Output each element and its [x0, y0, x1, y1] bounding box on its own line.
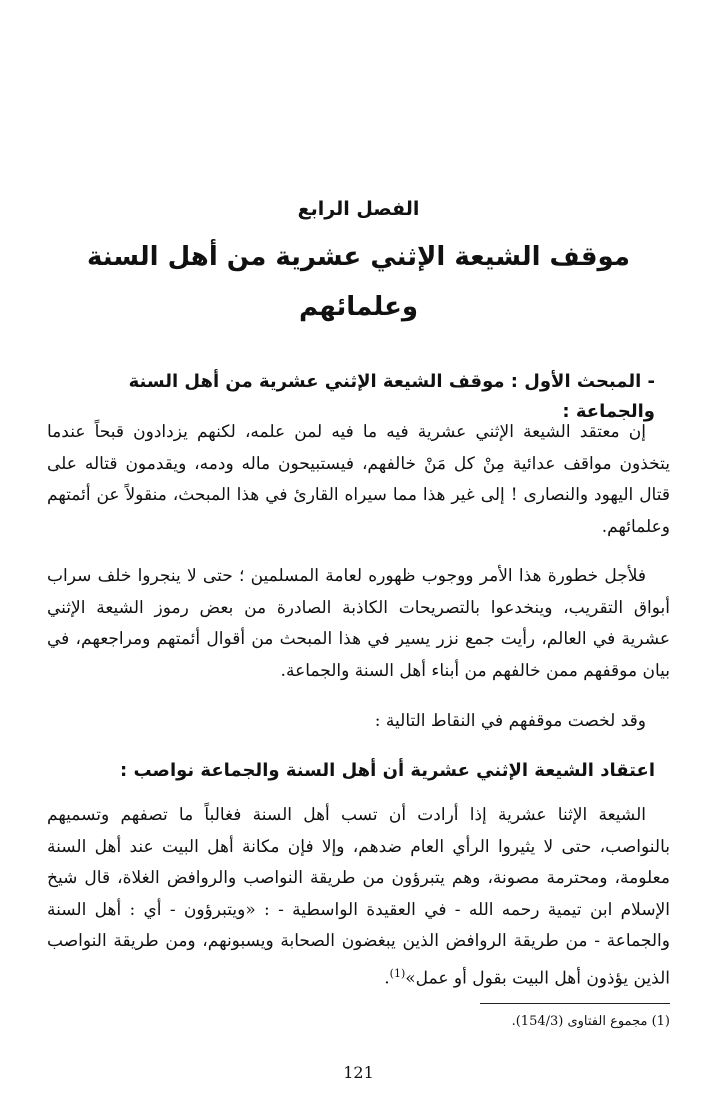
footnote-divider: [480, 1003, 670, 1004]
section-heading-second: اعتقاد الشيعة الإثني عشرية أن أهل السنة والجماعة نواصب :: [120, 760, 655, 781]
chapter-title: موقف الشيعة الإثني عشرية من أهل السنة وعلمائهم: [87, 242, 630, 322]
footnote-reference[interactable]: (1): [389, 966, 406, 980]
paragraph-text: وقد لخصت موقفهم في النقاط التالية :: [374, 711, 646, 731]
chapter-label: الفصل الرابع: [297, 198, 420, 220]
paragraph-text: فلأجل خطورة هذا الأمر ووجوب ظهوره لعامة المسلمين ؛ حتى لا ينجروا خلف سراب أبواق التقريب، وينخدعوا بالتصريحات الكاذبة الصادرة من بعض رموز الشيعة الإثني عشرية في العالم، رأيت جمع نزر يسير في هذا المبحث من أقوال أئمتهم ومراجعهم، في بيان موقفهم ممن خالفهم من أبناء أهل السنة والجماعة.: [47, 566, 670, 681]
page-number: 121: [343, 1063, 374, 1082]
paragraph-nawasib: [47, 800, 670, 995]
paragraph-text: الشيعة الإثنا عشرية إذا أرادت أن تسب أهل السنة فغالباً ما تصفهم وتسميهم بالنواصب، حتى لا يثيروا الرأي العام ضدهم، وإلا فإن مكانة أهل البيت عند أهل السنة معلومة، ومحترمة مصونة، وهم يتبرؤون من طريقة النواصب والروافض الغلاة، قال شيخ الإسلام ابن تيمية رحمه الله - في العقيدة الواسطية - : «ويتبرؤون - أي : أهل السنة والجماعة - من طريقة الروافض الذين يبغضون الصحابة ويسبونهم، ومن طريقة النواصب الذين يؤذون أهل البيت بقول أو عمل»: [47, 805, 670, 989]
paragraph-purpose: [47, 561, 670, 687]
paragraph-end: .: [384, 968, 390, 989]
section-heading-first: - المبحث الأول : موقف الشيعة الإثني عشرية من أهل السنة والجماعة :: [128, 371, 655, 422]
paragraph-intro: [47, 417, 670, 543]
footnote: (1) مجموع الفتاوى (154/3).: [511, 1014, 670, 1029]
paragraph-text: إن معتقد الشيعة الإثني عشرية فيه ما فيه لمن علمه، لكنهم يزدادون قبحاً عندما يتخذون مواقف عدائية مِنْ كل مَنْ خالفهم، فيستبيحون ماله ودمه، ويقدمون قتاله على قتال اليهود والنصارى ! إلى غير هذا مما سيراه القارئ في هذا المبحث، منقولاً عن أئمتهم وعلمائهم.: [47, 422, 670, 537]
paragraph-summary: [47, 706, 670, 738]
